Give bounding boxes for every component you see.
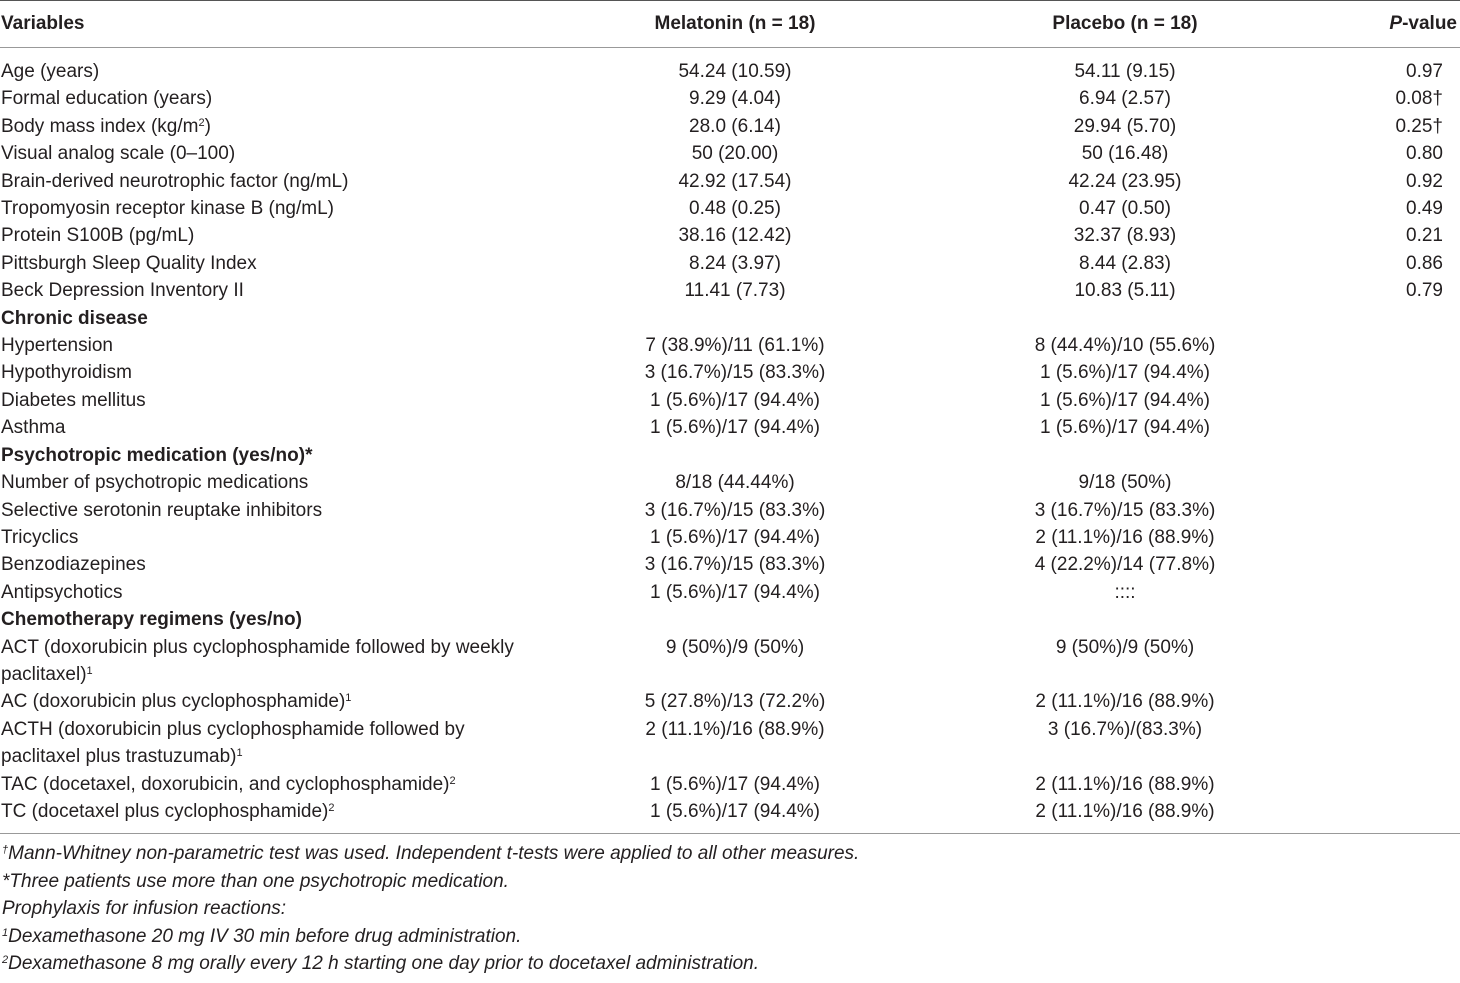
footnote-text: Mann-Whitney non-parametric test was used. Independent t-tests were applied to all other measures. <box>8 843 860 865</box>
table-row <box>0 85 1460 112</box>
melatonin-value: 1 (5.6%)/17 (94.4%) <box>649 526 821 548</box>
footnote-symbol: 2 <box>2 954 9 966</box>
table-row <box>0 688 1460 715</box>
header-melatonin: Melatonin (n = 18) <box>654 13 816 34</box>
table-row <box>0 222 1460 249</box>
header-p-value <box>1320 1 1460 47</box>
placebo-value: 9/18 (50%) <box>1078 472 1172 494</box>
melatonin-value: 42.92 (17.54) <box>678 170 792 192</box>
superscript: 2 <box>198 116 205 129</box>
p-value: 0.92 <box>1406 170 1443 192</box>
row-label: Beck Depression Inventory II <box>1 280 244 302</box>
table-row <box>0 771 1460 798</box>
placebo-value: 1 (5.6%)/17 (94.4%) <box>1039 389 1211 411</box>
row-label: Benzodiazepines <box>1 554 146 576</box>
table-row <box>0 524 1460 551</box>
table-row <box>0 332 1460 359</box>
melatonin-value: 9 (50%)/9 (50%) <box>665 636 805 658</box>
table-row <box>0 113 1460 140</box>
row-label: Asthma <box>1 417 66 439</box>
melatonin-value: 11.41 (7.73) <box>684 280 786 302</box>
p-value: 0.86 <box>1406 252 1443 274</box>
table-row <box>0 579 1460 606</box>
melatonin-value: 1 (5.6%)/17 (94.4%) <box>649 417 821 439</box>
melatonin-value: 2 (11.1%)/16 (88.9%) <box>645 718 825 740</box>
placebo-value: 8.44 (2.83) <box>1079 252 1171 274</box>
row-label-text: TAC (docetaxel, doxorubicin, and cyclophosphamide) <box>1 773 450 795</box>
p-value: 0.80 <box>1406 143 1443 165</box>
placebo-value: 9 (50%)/9 (50%) <box>1055 636 1195 658</box>
row-label: Visual analog scale (0–100) <box>1 143 236 165</box>
section-row <box>0 606 1460 633</box>
header-placebo: Placebo (n = 18) <box>1052 13 1198 34</box>
table-row <box>0 140 1460 167</box>
placebo-value: 3 (16.7%)/(83.3%) <box>1047 718 1203 740</box>
melatonin-value: 1 (5.6%)/17 (94.4%) <box>649 581 821 603</box>
melatonin-value: 8/18 (44.44%) <box>675 472 795 494</box>
row-label: Pittsburgh Sleep Quality Index <box>1 252 257 274</box>
table-row <box>0 716 1460 771</box>
placebo-value: 2 (11.1%)/16 (88.9%) <box>1035 800 1215 822</box>
p-value: 0.79 <box>1406 280 1443 302</box>
row-label-text: AC (doxorubicin plus cyclophosphamide) <box>1 691 346 713</box>
row-label-text: Body mass index (kg/m <box>1 115 199 137</box>
footnote-symbol: 1 <box>2 926 9 939</box>
footnotes <box>0 834 1460 977</box>
p-value: 0.97 <box>1406 61 1443 82</box>
placebo-value: 0.47 (0.50) <box>1079 198 1171 220</box>
row-label <box>0 113 540 140</box>
placebo-value: :::: <box>1114 581 1136 603</box>
footnote-ref: 1 <box>86 664 93 677</box>
footnote-text: Dexamethasone 8 mg orally every 12 h starting one day prior to docetaxel administration. <box>8 953 760 974</box>
header-row <box>0 1 1460 47</box>
footnote-ref: 1 <box>345 692 352 705</box>
row-label-line1: ACT (doxorubicin plus cyclophosphamide followed by weekly <box>1 636 514 658</box>
row-label: Tropomyosin receptor kinase B (ng/mL) <box>1 198 334 220</box>
placebo-value: 54.11 (9.15) <box>1074 61 1176 82</box>
placebo-value: 6.94 (2.57) <box>1079 88 1171 110</box>
table-row <box>0 250 1460 277</box>
table-row <box>0 551 1460 578</box>
row-label: Brain-derived neurotrophic factor (ng/mL) <box>1 170 349 192</box>
row-label: Formal education (years) <box>1 88 213 110</box>
placebo-value: 8 (44.4%)/10 (55.6%) <box>1034 335 1216 357</box>
placebo-value: 3 (16.7%)/15 (83.3%) <box>1034 499 1216 521</box>
section-row <box>0 442 1460 469</box>
placebo-value: 29.94 (5.70) <box>1073 115 1177 137</box>
melatonin-value: 38.16 (12.42) <box>678 225 792 247</box>
table-row <box>0 414 1460 441</box>
header-variables: Variables <box>1 13 85 34</box>
melatonin-value: 54.24 (10.59) <box>678 61 792 82</box>
row-label: Diabetes mellitus <box>1 389 146 411</box>
p-value: 0.25† <box>1395 115 1443 137</box>
row-label: Selective serotonin reuptake inhibitors <box>1 499 323 521</box>
row-label: Antipsychotics <box>1 581 123 603</box>
placebo-value: 2 (11.1%)/16 (88.9%) <box>1035 773 1215 795</box>
melatonin-value: 1 (5.6%)/17 (94.4%) <box>649 389 821 411</box>
table-row <box>0 497 1460 524</box>
footnote-prophylaxis: Prophylaxis for infusion reactions: <box>2 898 287 920</box>
row-label-line2: paclitaxel plus trastuzumab) <box>1 746 237 768</box>
baseline-characteristics-table <box>0 1 1460 833</box>
table-row <box>0 634 1460 689</box>
placebo-value: 4 (22.2%)/14 (77.8%) <box>1034 554 1216 576</box>
melatonin-value: 1 (5.6%)/17 (94.4%) <box>649 773 821 795</box>
row-label: Hypothyroidism <box>1 362 132 384</box>
p-value: 0.49 <box>1406 198 1443 220</box>
placebo-value: 50 (16.48) <box>1081 143 1169 165</box>
table-row <box>0 469 1460 496</box>
table-row <box>0 387 1460 414</box>
placebo-value: 32.37 (8.93) <box>1073 225 1177 247</box>
section-row <box>0 305 1460 332</box>
table-row <box>0 277 1460 304</box>
row-label-text: TC (docetaxel plus cyclophosphamide) <box>1 800 329 822</box>
melatonin-value: 5 (27.8%)/13 (72.2%) <box>644 691 826 713</box>
placebo-value: 1 (5.6%)/17 (94.4%) <box>1039 417 1211 439</box>
row-label <box>0 634 540 689</box>
p-value: 0.21 <box>1406 225 1443 247</box>
table-row <box>0 168 1460 195</box>
row-label <box>0 688 540 715</box>
header-p-italic: P <box>1389 13 1403 34</box>
header-p-rest: -value <box>1402 13 1457 34</box>
row-label <box>0 798 540 825</box>
footnote-text: Dexamethasone 20 mg IV 30 min before drug administration. <box>8 925 522 947</box>
table-row <box>0 58 1460 85</box>
placebo-value: 2 (11.1%)/16 (88.9%) <box>1035 691 1215 713</box>
section-title-chronic-disease: Chronic disease <box>1 307 148 329</box>
melatonin-value: 3 (16.7%)/15 (83.3%) <box>644 362 826 384</box>
footnote-psychotropic: *Three patients use more than one psychotropic medication. <box>2 870 509 892</box>
footnote-ref: 2 <box>449 774 456 787</box>
melatonin-value: 3 (16.7%)/15 (83.3%) <box>644 554 826 576</box>
row-label: Number of psychotropic medications <box>1 472 309 494</box>
melatonin-value: 3 (16.7%)/15 (83.3%) <box>644 499 826 521</box>
melatonin-value: 1 (5.6%)/17 (94.4%) <box>649 800 821 822</box>
placebo-value: 1 (5.6%)/17 (94.4%) <box>1039 362 1211 384</box>
melatonin-value: 28.0 (6.14) <box>689 115 781 137</box>
footnote-ref: 1 <box>236 747 243 760</box>
section-title-psychotropic-medication: Psychotropic medication (yes/no)* <box>1 444 313 466</box>
row-label-text: ) <box>204 115 211 137</box>
footnote-dexamethasone-8 <box>0 950 1460 977</box>
table-row <box>0 359 1460 386</box>
row-label-line1: ACTH (doxorubicin plus cyclophosphamide followed by <box>1 718 465 740</box>
section-title-chemotherapy-regimens: Chemotherapy regimens (yes/no) <box>1 609 302 631</box>
melatonin-value: 9.29 (4.04) <box>689 88 781 110</box>
row-label: Tricyclics <box>1 526 79 548</box>
melatonin-value: 7 (38.9%)/11 (61.1%) <box>645 335 825 357</box>
footnote-ref: 2 <box>328 801 335 814</box>
placebo-value: 42.24 (23.95) <box>1068 170 1182 192</box>
table-row <box>0 195 1460 222</box>
row-label-line2: paclitaxel) <box>1 663 87 685</box>
row-label: Age (years) <box>1 61 100 82</box>
row-label <box>0 716 540 771</box>
melatonin-value: 8.24 (3.97) <box>689 252 781 274</box>
placebo-value: 2 (11.1%)/16 (88.9%) <box>1035 526 1215 548</box>
row-label: Hypertension <box>1 335 113 357</box>
footnote-dexamethasone-20 <box>0 923 1460 950</box>
melatonin-value: 0.48 (0.25) <box>689 198 781 220</box>
table-row <box>0 798 1460 825</box>
p-value: 0.08† <box>1395 88 1443 110</box>
row-label: Protein S100B (pg/mL) <box>1 225 195 247</box>
placebo-value: 10.83 (5.11) <box>1074 280 1176 302</box>
row-label <box>0 771 540 798</box>
footnote-mann-whitney <box>0 840 1460 867</box>
melatonin-value: 50 (20.00) <box>691 143 779 165</box>
footnote-symbol: † <box>2 844 9 857</box>
